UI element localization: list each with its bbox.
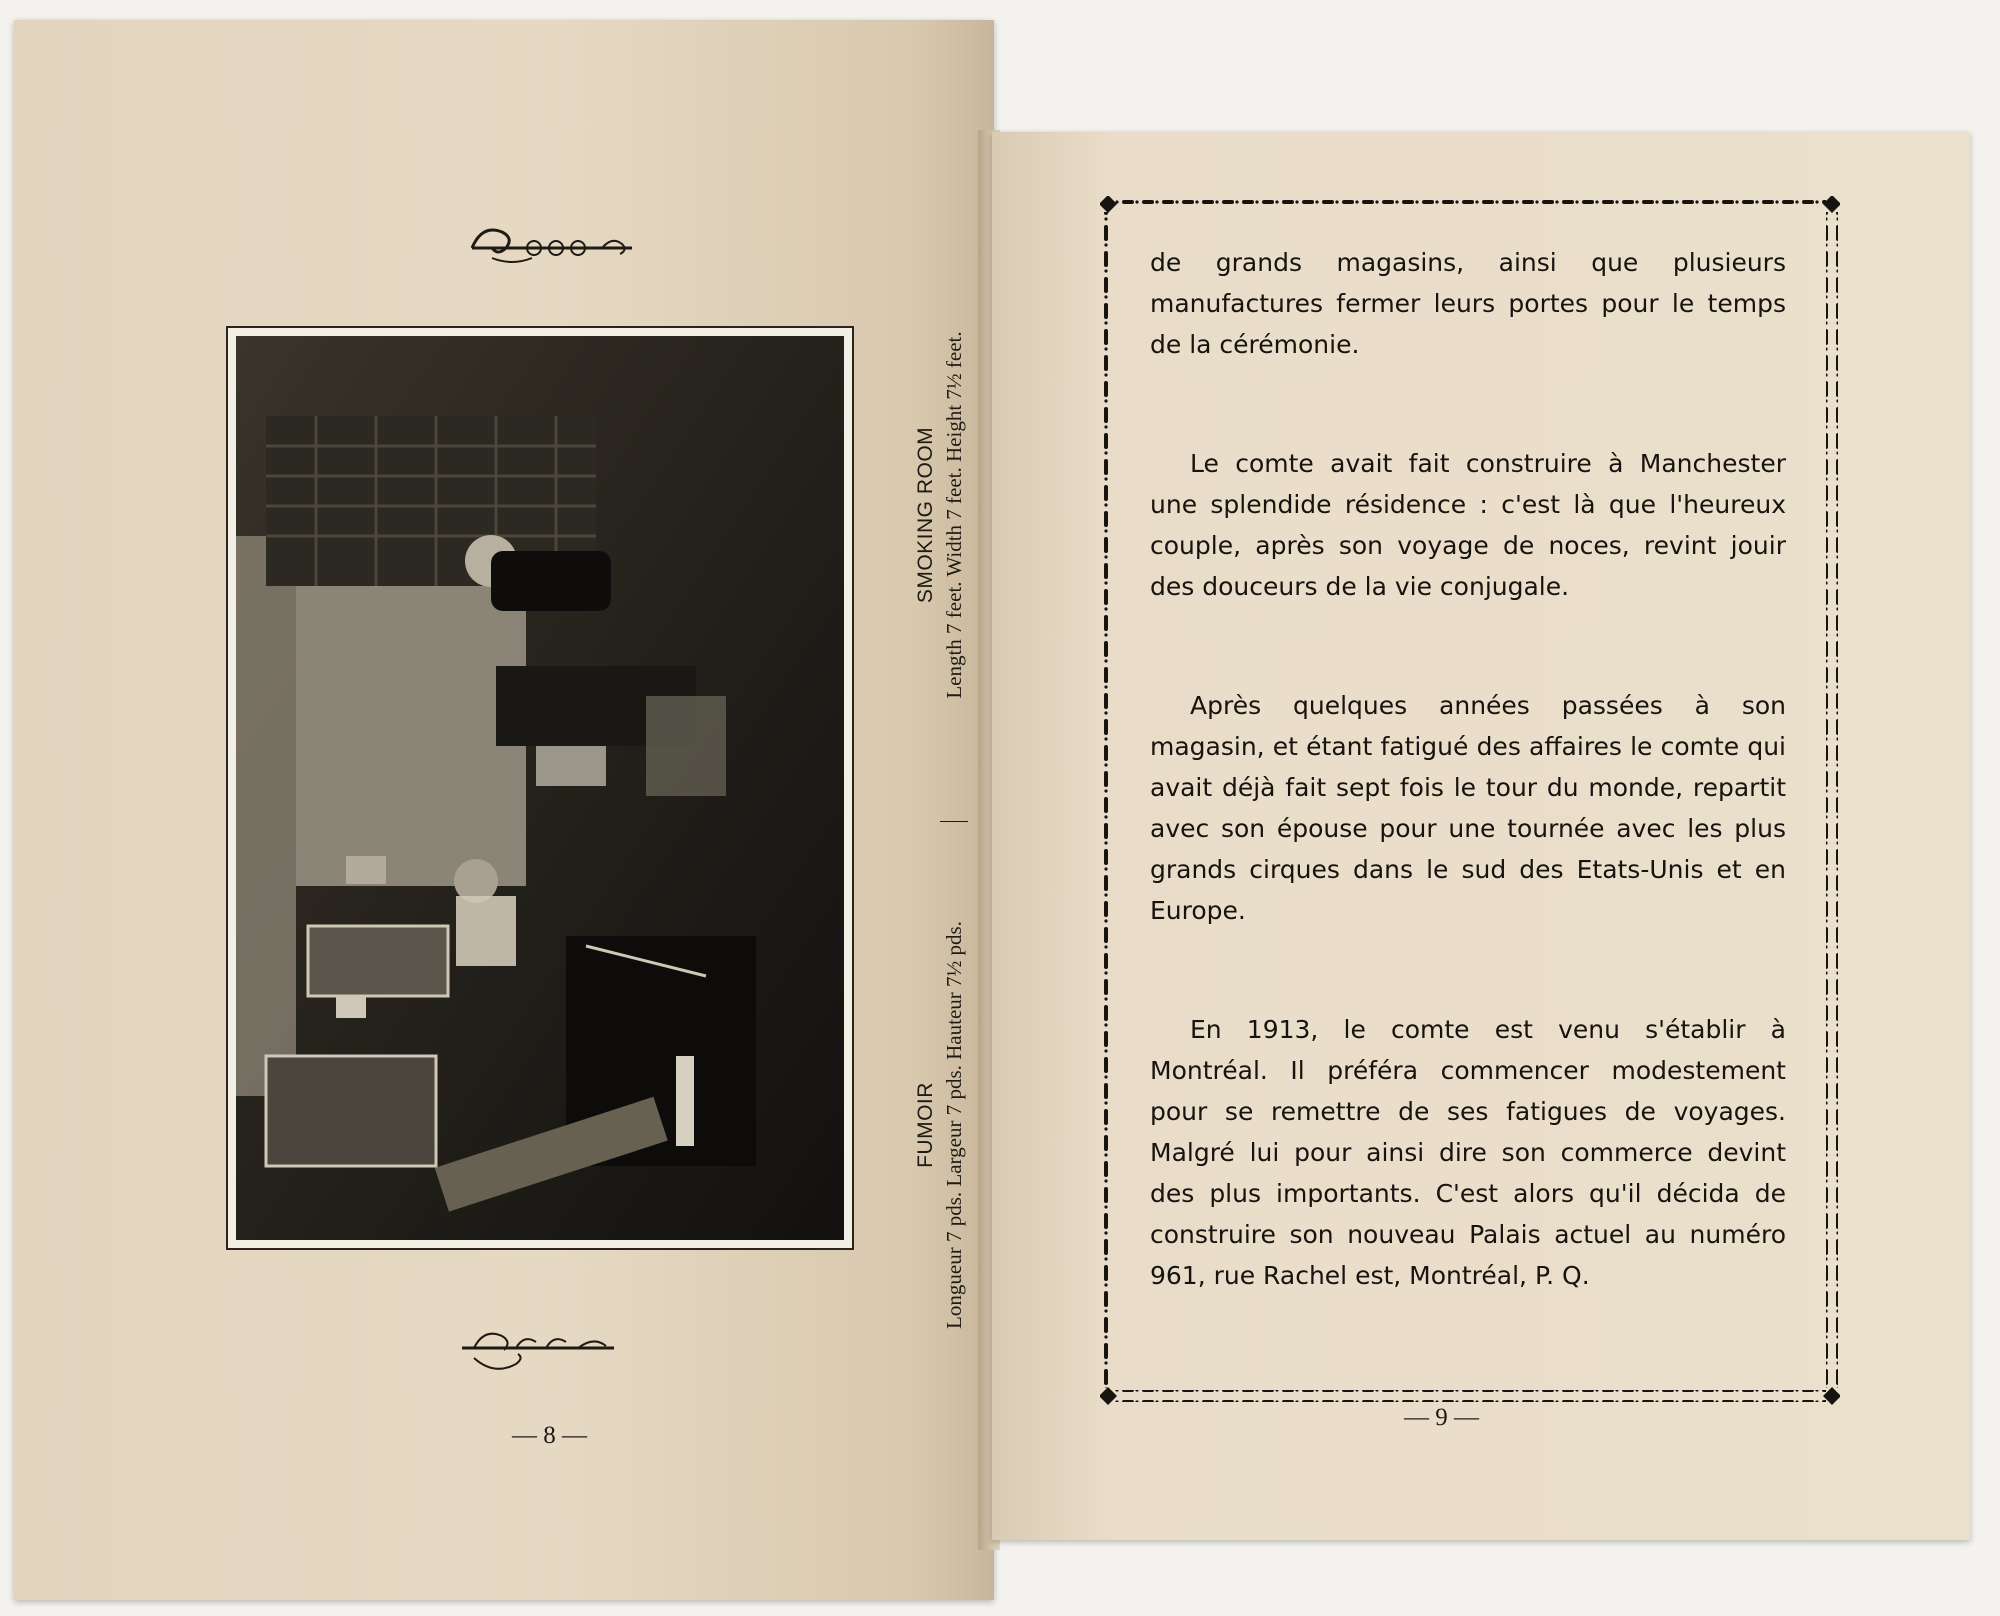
caption-dimensions-fr: Longueur 7 pds. Largeur 7 pds. Hauteur 7½ pds. [942, 921, 966, 1329]
paragraph-2: Le comte avait fait construire à Manchester une splendide résidence : c'est là que l'heureux couple, après son voyage de noces, revint jouir des douceurs de la vie conjugale. [1150, 449, 1786, 601]
page-number-right: — 9 — [1404, 1404, 1479, 1431]
bottom-ornament-icon [454, 1324, 634, 1380]
caption-title-en: SMOKING ROOM [914, 426, 937, 604]
paragraph-4: En 1913, le comte est venu s'établir à Montréal. Il préféra commencer modestement pour se remettre de ses fatigues de voyages. Malgré lui pour ainsi dire son commerce devint des plus importants. C'est alors qu'il décida de construire son nouveau Palais actuel au numéro 961, rue Rachel est, Montréal, P. Q. [1150, 1015, 1786, 1290]
caption-title-fr: FUMOIR [914, 1082, 937, 1168]
caption-separator [940, 821, 968, 822]
top-ornament-icon [462, 218, 642, 270]
caption-dimensions-en: Length 7 feet. Width 7 feet. Height 7½ feet. [942, 331, 966, 699]
photo-frame [226, 326, 854, 1250]
smoking-room-photo [236, 336, 844, 1240]
body-text [1150, 242, 1786, 1374]
page-number-left: — 8 — [512, 1422, 587, 1449]
paragraph-3: Après quelques années passées à son magasin, et étant fatigué des affaires le comte qui avait déjà fait sept fois le tour du monde, repartit avec son épouse pour une tournée avec les plus grands cirques dans le sud des Etats-Unis et en Europe. [1150, 691, 1786, 925]
paragraph-1: de grands magasins, ainsi que plusieurs manufactures fermer leurs portes pour le temps de la cérémonie. [1150, 248, 1786, 359]
